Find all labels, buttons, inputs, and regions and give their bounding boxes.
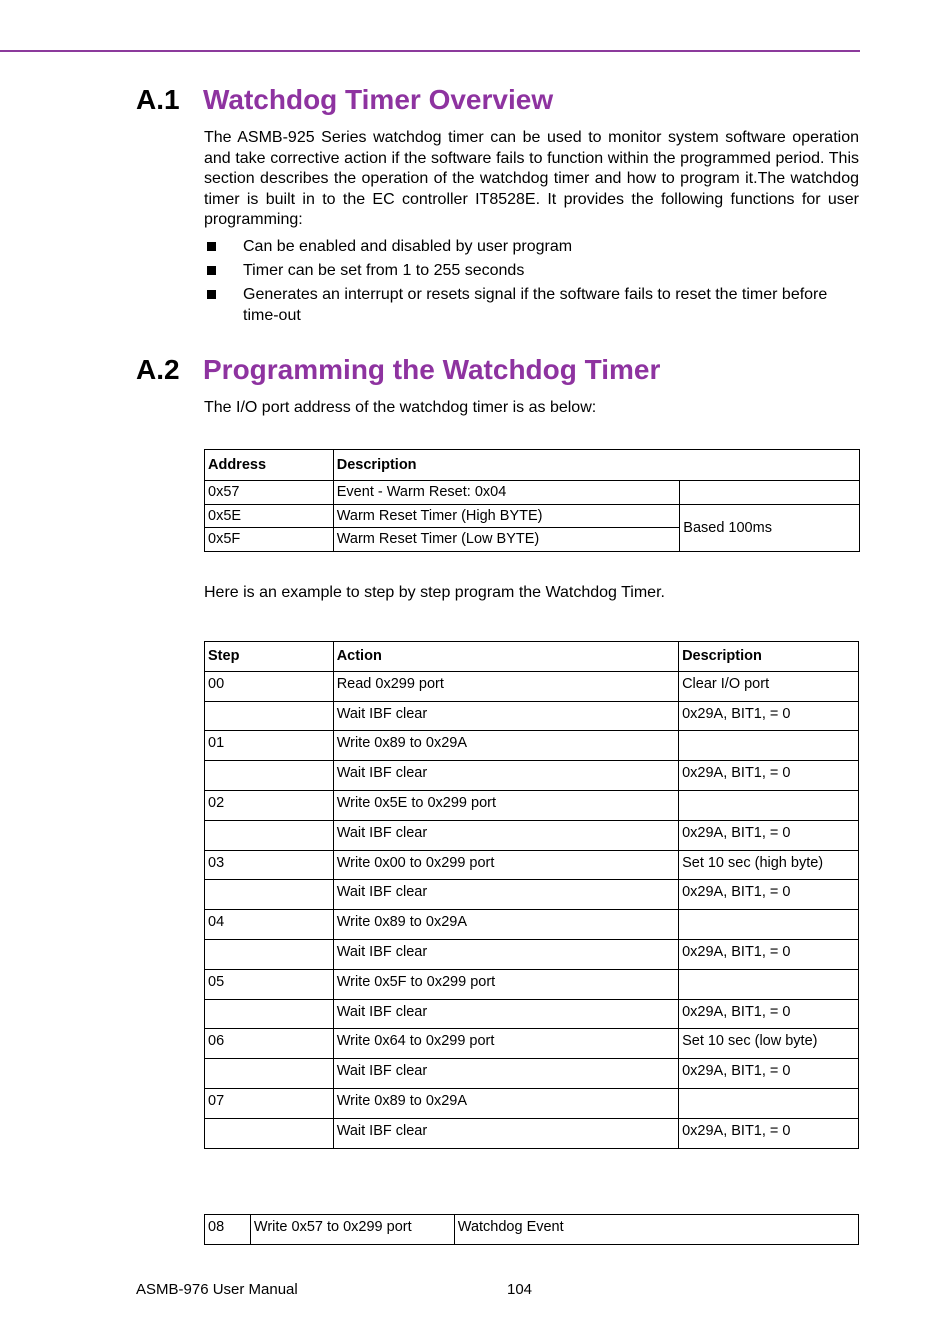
action-cell: Wait IBF clear (333, 880, 678, 910)
io-port-intro: The I/O port address of the watchdog timer is as below: (204, 399, 597, 416)
step-cell: 00 (205, 671, 334, 701)
step-cell: 08 (205, 1215, 251, 1245)
step-cell: 06 (205, 1029, 334, 1059)
table-row (205, 731, 859, 761)
description-cell: Watchdog Event (454, 1215, 858, 1245)
action-cell: Wait IBF clear (333, 939, 678, 969)
list-item: Can be enabled and disabled by user program (204, 237, 859, 258)
section-a1-heading (136, 83, 553, 117)
step-cell: 01 (205, 731, 334, 761)
step-cell (205, 701, 334, 731)
table-row (205, 939, 859, 969)
description-cell: Set 10 sec (high byte) (679, 850, 859, 880)
step-cell (205, 999, 334, 1029)
description-cell: 0x29A, BIT1, = 0 (679, 761, 859, 791)
table-row (205, 910, 859, 940)
empty-cell (680, 481, 860, 505)
table-row (205, 1118, 859, 1148)
description-cell (679, 1088, 859, 1118)
table-row (205, 790, 859, 820)
table-row (205, 504, 860, 528)
steps-table-body (205, 671, 859, 1148)
table-header-row (205, 450, 860, 481)
footer-manual-title: ASMB-976 User Manual (136, 1281, 298, 1298)
action-cell: Write 0x5F to 0x299 port (333, 969, 678, 999)
step-cell: 05 (205, 969, 334, 999)
example-intro: Here is an example to step by step program the Watchdog Timer. (204, 584, 665, 601)
table-row (205, 1059, 859, 1089)
description-cell (679, 910, 859, 940)
step-cell: 02 (205, 790, 334, 820)
table-header-row (205, 642, 859, 672)
description-cell: 0x29A, BIT1, = 0 (679, 1118, 859, 1148)
column-header: Description (679, 642, 859, 672)
table-row (205, 820, 859, 850)
section-number: A.1 (136, 84, 180, 115)
square-bullet-icon (207, 242, 216, 251)
table-row (205, 969, 859, 999)
table-row (205, 880, 859, 910)
table-row (205, 701, 859, 731)
description-cell: Warm Reset Timer (High BYTE) (333, 504, 680, 528)
address-cell: 0x5E (205, 504, 334, 528)
action-cell: Wait IBF clear (333, 761, 678, 791)
address-table (204, 449, 860, 552)
table-row (205, 481, 860, 505)
table-row (205, 671, 859, 701)
description-cell: Event - Warm Reset: 0x04 (333, 481, 680, 505)
address-cell: 0x57 (205, 481, 334, 505)
description-cell (679, 731, 859, 761)
action-cell: Write 0x89 to 0x29A (333, 1088, 678, 1118)
action-cell: Wait IBF clear (333, 1059, 678, 1089)
description-cell (679, 790, 859, 820)
description-cell: 0x29A, BIT1, = 0 (679, 880, 859, 910)
description-cell: Set 10 sec (low byte) (679, 1029, 859, 1059)
column-header: Action (333, 642, 678, 672)
table-row (205, 761, 859, 791)
section-title: Watchdog Timer Overview (203, 84, 554, 115)
square-bullet-icon (207, 266, 216, 275)
table-row (205, 850, 859, 880)
table-row (205, 1215, 859, 1245)
list-item: Timer can be set from 1 to 255 seconds (204, 261, 859, 282)
action-cell: Wait IBF clear (333, 1118, 678, 1148)
description-cell: 0x29A, BIT1, = 0 (679, 939, 859, 969)
column-header: Description (333, 450, 859, 481)
note-cell: Based 100ms (680, 504, 860, 551)
steps-table (204, 641, 859, 1149)
description-cell: 0x29A, BIT1, = 0 (679, 999, 859, 1029)
step-cell (205, 939, 334, 969)
step-cell: 03 (205, 850, 334, 880)
header-rule (0, 50, 860, 52)
action-cell: Write 0x89 to 0x29A (333, 731, 678, 761)
square-bullet-icon (207, 290, 216, 299)
table-row (205, 1029, 859, 1059)
action-cell: Wait IBF clear (333, 820, 678, 850)
action-cell: Write 0x89 to 0x29A (333, 910, 678, 940)
address-cell: 0x5F (205, 528, 334, 552)
description-cell (679, 969, 859, 999)
action-cell: Write 0x64 to 0x299 port (333, 1029, 678, 1059)
step-cell (205, 1059, 334, 1089)
description-cell: 0x29A, BIT1, = 0 (679, 820, 859, 850)
table-row (205, 1088, 859, 1118)
description-cell: Clear I/O port (679, 671, 859, 701)
page-number: 104 (507, 1281, 533, 1298)
step-cell: 07 (205, 1088, 334, 1118)
action-cell: Wait IBF clear (333, 701, 678, 731)
description-cell: Warm Reset Timer (Low BYTE) (333, 528, 680, 552)
action-cell: Write 0x00 to 0x299 port (333, 850, 678, 880)
action-cell: Write 0x5E to 0x299 port (333, 790, 678, 820)
column-header: Step (205, 642, 334, 672)
feature-list (204, 237, 859, 330)
action-cell: Write 0x57 to 0x299 port (250, 1215, 454, 1245)
table-row (205, 999, 859, 1029)
section-a2-heading (136, 353, 660, 387)
section-number: A.2 (136, 354, 180, 385)
step-cell (205, 1118, 334, 1148)
step-cell (205, 761, 334, 791)
description-cell: 0x29A, BIT1, = 0 (679, 1059, 859, 1089)
list-item: Generates an interrupt or resets signal if the software fails to reset the timer before time-out (204, 285, 859, 326)
section-title: Programming the Watchdog Timer (203, 354, 661, 385)
overview-paragraph: The ASMB-925 Series watchdog timer can be used to monitor system software operation and take corrective action if the software fails to function within the programmed period. This section describes the operation of the watchdog timer and how to program it.The watchdog timer is built in to the EC controller IT8528E. It provides the following functions for user programming: (204, 129, 859, 229)
step-cell (205, 820, 334, 850)
step-cell: 04 (205, 910, 334, 940)
step8-table (204, 1214, 859, 1245)
description-cell: 0x29A, BIT1, = 0 (679, 701, 859, 731)
step-cell (205, 880, 334, 910)
action-cell: Wait IBF clear (333, 999, 678, 1029)
action-cell: Read 0x299 port (333, 671, 678, 701)
column-header: Address (205, 450, 334, 481)
